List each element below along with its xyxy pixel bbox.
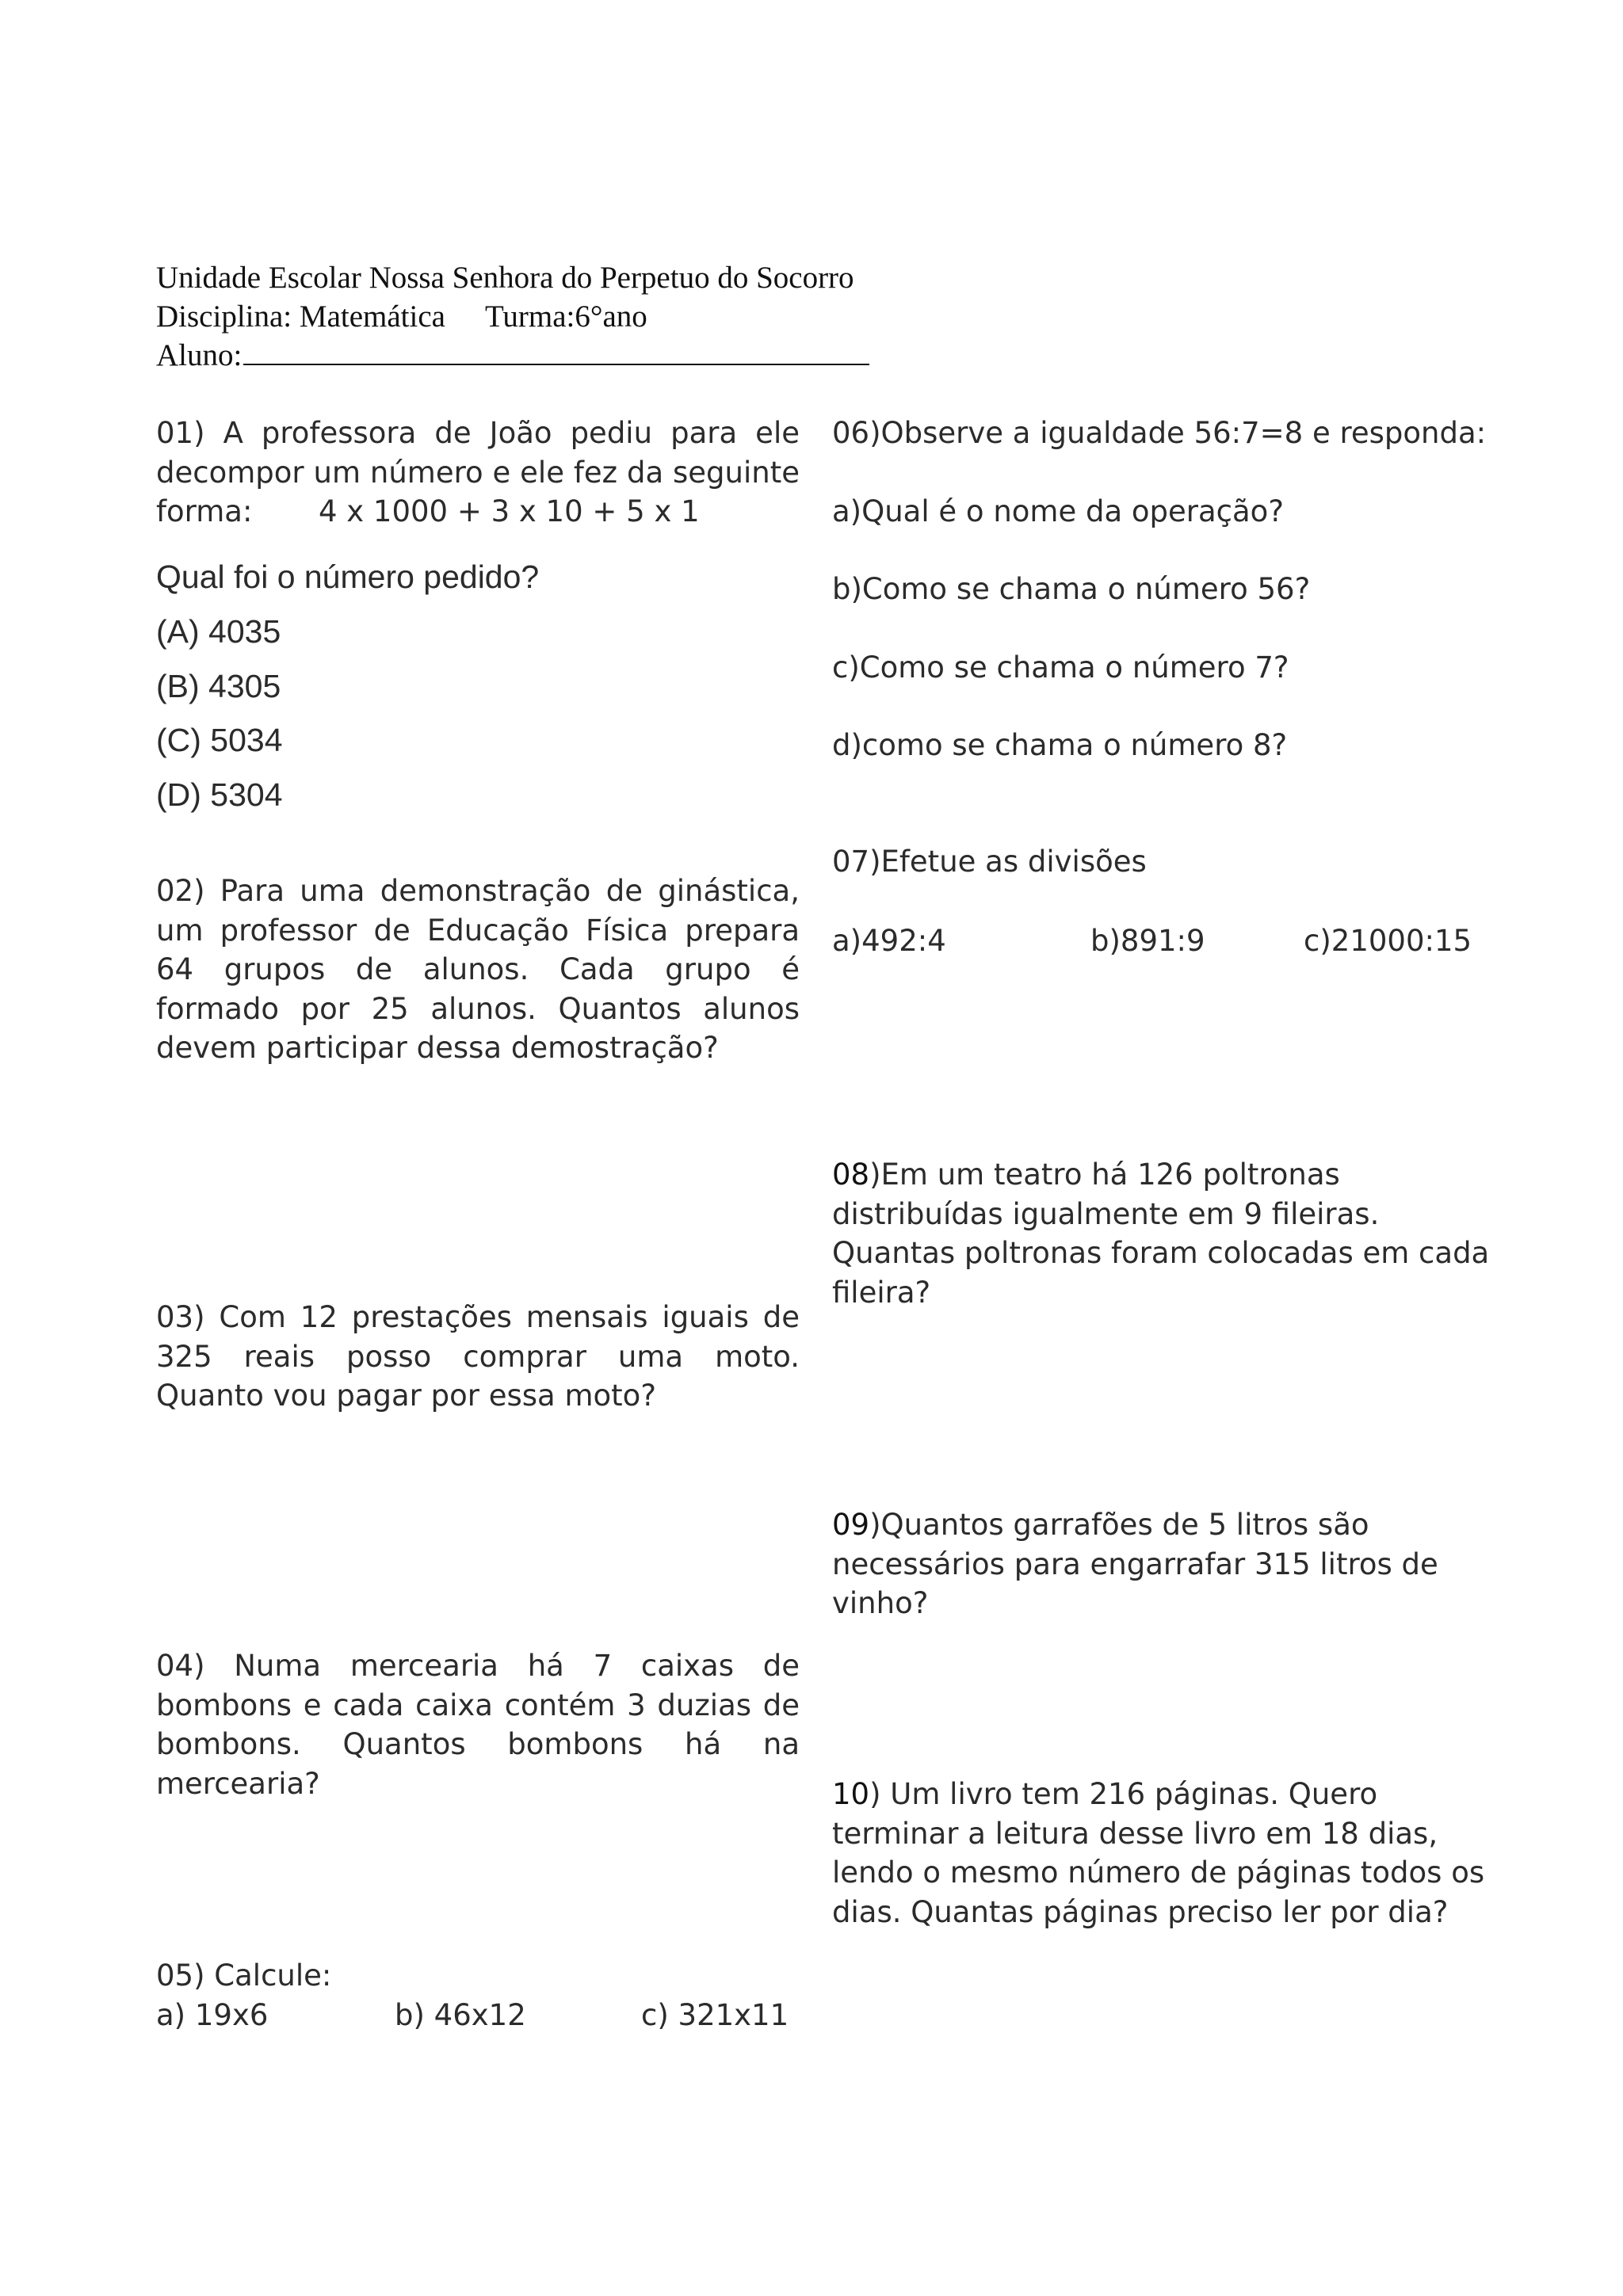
question-08-number: 08 (832, 1158, 870, 1192)
question-06-title: 06)Observe a igualdade 56:7=8 e responda: (832, 416, 1487, 450)
question-03: 03) Com 12 prestações mensais iguais de 325 reais posso comprar uma moto. Quanto vou pagar por essa moto? (156, 1300, 800, 1413)
question-04: 04) Numa mercearia há 7 caixas de bombons e cada caixa contém 3 duzias de bombons. Quantos bombons há na mercearia? (156, 1649, 800, 1801)
question-05 (156, 1956, 800, 2035)
class-grade: Turma:6°ano (484, 299, 647, 334)
option-a: (A) 4035 (156, 613, 281, 650)
school-name: Unidade Escolar Nossa Senhora do Perpetuo do Socorro (156, 261, 854, 295)
question-06-item-b: b)Como se chama o número 56? (832, 572, 1311, 606)
question-06-item-d: d)como se chama o número 8? (832, 728, 1288, 762)
item-c: c) 321x11 (641, 1997, 789, 2032)
question-08-text: )Em um teatro há 126 poltronas distribuídas igualmente em 9 fileiras. Quantas poltronas foram colocadas em cada fileira? (832, 1158, 1490, 1310)
student-name-blank[interactable] (243, 364, 869, 365)
question-01-prompt: Qual foi o número pedido? (156, 559, 540, 595)
discipline-line (156, 297, 1028, 336)
question-10-number: 10 (832, 1777, 870, 1811)
discipline: Disciplina: Matemática (156, 299, 445, 334)
question-09-text: )Quantos garrafões de 5 litros são necessários para engarrafar 315 litros de vinho? (832, 1508, 1438, 1620)
question-02: 02) Para uma demonstração de ginástica, um professor de Educação Física prepara 64 grupos de alunos. Cada grupo é formado por 25 alunos. Quantos alunos devem participar dessa demostração? (156, 874, 800, 1065)
division-c: c)21000:15 (1304, 924, 1472, 958)
option-b: (B) 4305 (156, 668, 281, 704)
question-08 (832, 1155, 1490, 1312)
division-a: a)492:4 (832, 924, 946, 958)
question-01 (156, 414, 800, 532)
question-06-item-a: a)Qual é o nome da operação? (832, 494, 1284, 528)
student-line (156, 336, 1028, 375)
question-01-expression: 4 x 1000 + 3 x 10 + 5 x 1 (318, 494, 700, 528)
question-09-number: 09 (832, 1508, 870, 1542)
question-10 (832, 1775, 1490, 1932)
item-a: a) 19x6 (156, 1997, 269, 2032)
option-c: (C) 5034 (156, 722, 283, 758)
option-d: (D) 5304 (156, 776, 283, 813)
question-07-title: 07)Efetue as divisões (832, 845, 1147, 879)
header (156, 258, 1028, 375)
student-label: Aluno: (156, 338, 242, 372)
division-b: b)891:9 (1090, 924, 1205, 958)
question-07-items (832, 921, 1490, 961)
question-09 (832, 1505, 1490, 1623)
question-05-items (156, 1996, 800, 2035)
question-01-text: 01) A professora de João pediu para ele decompor um número e ele fez da seguinte forma: (156, 416, 800, 528)
question-06-item-c: c)Como se chama o número 7? (832, 650, 1289, 685)
question-10-text: ) Um livro tem 216 páginas. Quero terminar a leitura desse livro em 18 dias, lendo o mesmo número de páginas todos os dias. Quantas páginas preciso ler por dia? (832, 1777, 1485, 1929)
item-b: b) 46x12 (395, 1997, 526, 2032)
question-05-title: 05) Calcule: (156, 1958, 332, 1993)
